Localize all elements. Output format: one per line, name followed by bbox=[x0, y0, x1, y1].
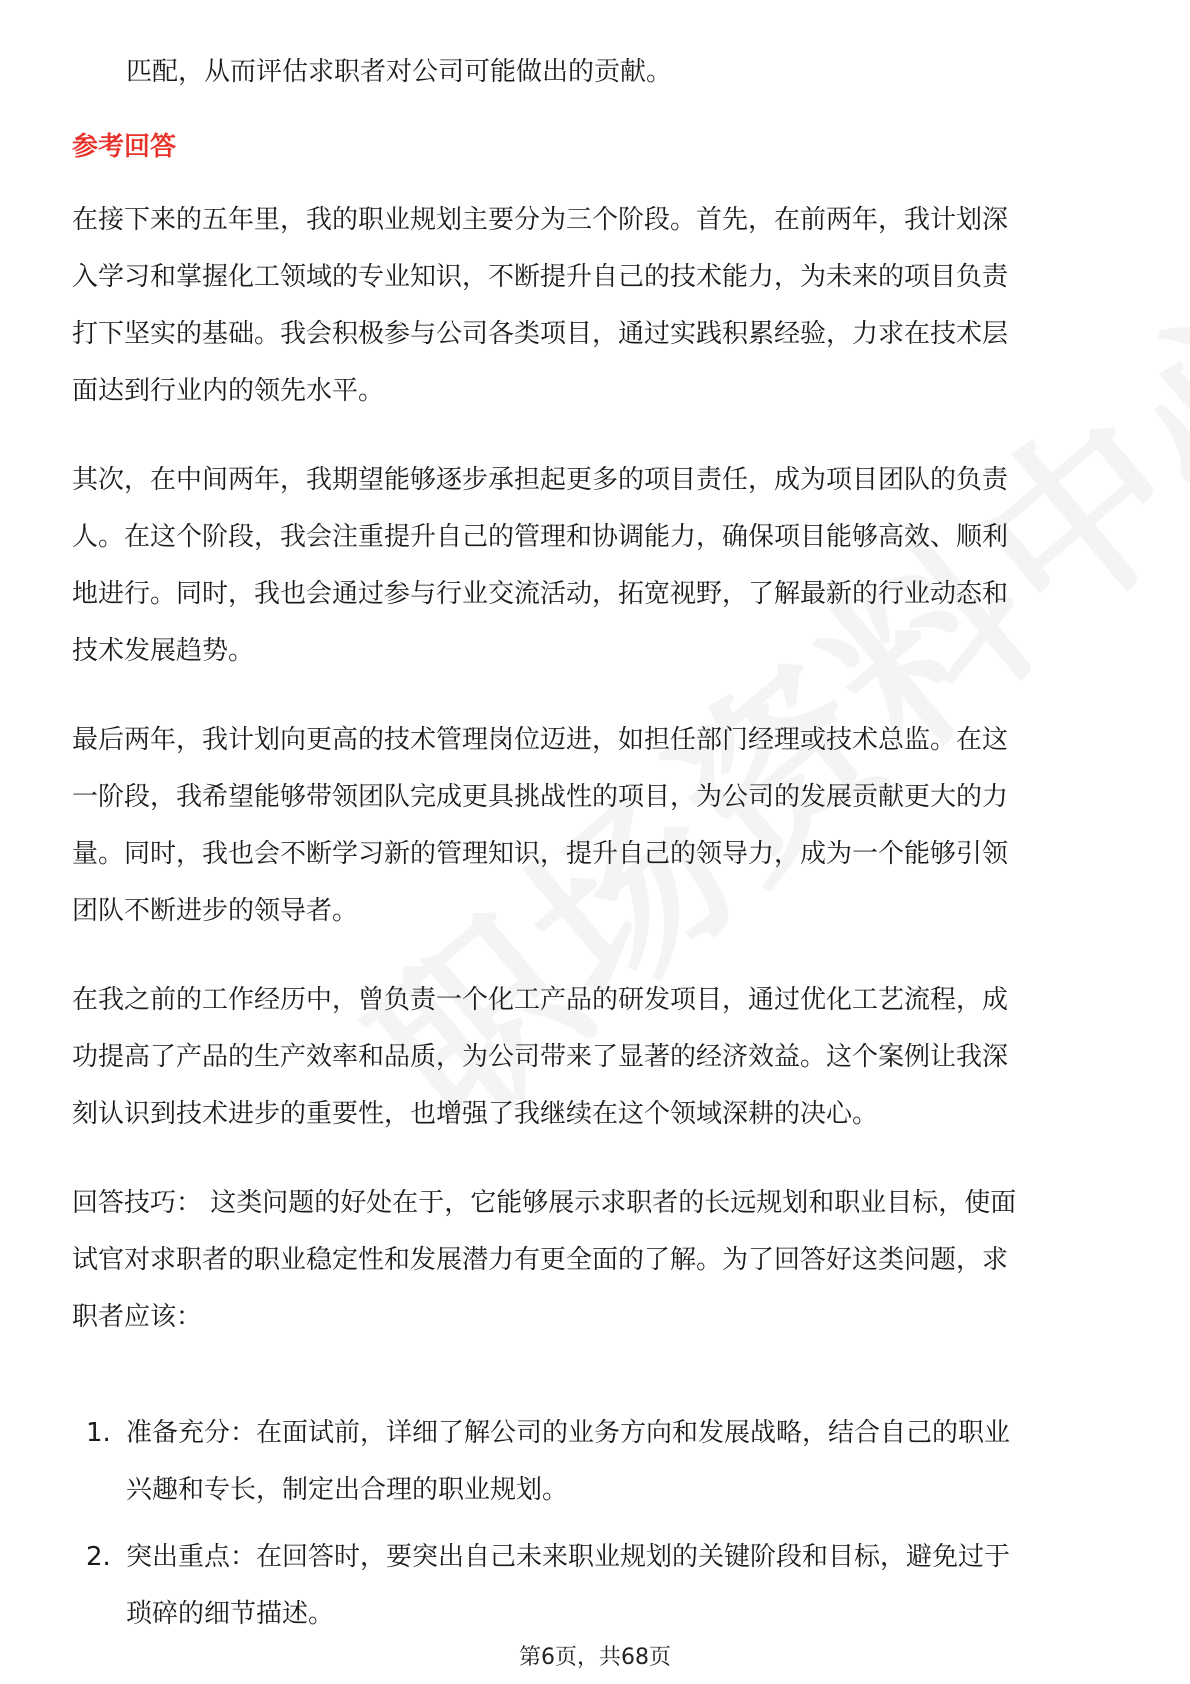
text-line: 兴趣和专长，制定出合理的职业规划。 bbox=[126, 1475, 569, 1505]
paragraph bbox=[72, 972, 1008, 1143]
paragraph bbox=[72, 192, 1008, 420]
text-line: 在我之前的工作经历中，曾负责一个化工产品的研发项目，通过优化工艺流程，成 bbox=[72, 985, 1009, 1015]
paragraph bbox=[72, 452, 1008, 680]
list-item bbox=[72, 1529, 1010, 1643]
list-item bbox=[72, 1405, 1010, 1519]
text-line: 功提高了产品的生产效率和品质，为公司带来了显著的经济效益。这个案例让我深 bbox=[72, 1042, 1009, 1072]
continuation-text: 匹配，从而评估求职者对公司可能做出的贡献。 bbox=[126, 57, 673, 87]
text-line: 量。同时，我也会不断学习新的管理知识，提升自己的领导力，成为一个能够引领 bbox=[72, 839, 1009, 869]
text-line: 回答技巧： 这类问题的好处在于，它能够展示求职者的长远规划和职业目标，使面 bbox=[72, 1188, 1017, 1218]
text-line: 试官对求职者的职业稳定性和发展潜力有更全面的了解。为了回答好这类问题，求 bbox=[72, 1245, 1009, 1275]
text-line: 其次，在中间两年，我期望能够逐步承担起更多的项目责任，成为项目团队的负责 bbox=[72, 465, 1009, 495]
text-line: 打下坚实的基础。我会积极参与公司各类项目，通过实践积累经验，力求在技术层 bbox=[72, 319, 1009, 349]
text-line: 准备充分：在面试前，详细了解公司的业务方向和发展战略，结合自己的职业 bbox=[126, 1418, 1011, 1448]
text-line: 入学习和掌握化工领域的专业知识，不断提升自己的技术能力，为未来的项目负责 bbox=[72, 262, 1009, 292]
text-line: 在接下来的五年里，我的职业规划主要分为三个阶段。首先，在前两年，我计划深 bbox=[72, 205, 1009, 235]
text-line: 人。在这个阶段，我会注重提升自己的管理和协调能力，确保项目能够高效、顺利 bbox=[72, 522, 1009, 552]
text-line: 技术发展趋势。 bbox=[72, 636, 255, 666]
text-line: 一阶段，我希望能够带领团队完成更具挑战性的项目，为公司的发展贡献更大的力 bbox=[72, 782, 1009, 812]
tips-list bbox=[72, 1405, 1010, 1643]
text-line: 突出重点：在回答时，要突出自己未来职业规划的关键阶段和目标，避免过于 bbox=[126, 1542, 1011, 1572]
list-number: 1. bbox=[86, 1418, 111, 1448]
text-line: 地进行。同时，我也会通过参与行业交流活动，拓宽视野，了解最新的行业动态和 bbox=[72, 579, 1009, 609]
text-line: 团队不断进步的领导者。 bbox=[72, 896, 359, 926]
text-line: 职者应该： bbox=[72, 1302, 203, 1332]
section-title: 参考回答 bbox=[72, 132, 177, 162]
text-line: 琐碎的细节描述。 bbox=[126, 1599, 335, 1629]
page-footer: 第6页，共68页 bbox=[519, 1645, 671, 1670]
answer-tips-paragraph bbox=[72, 1175, 1016, 1346]
text-line: 刻认识到技术进步的重要性，也增强了我继续在这个领域深耕的决心。 bbox=[72, 1099, 879, 1129]
list-number: 2. bbox=[86, 1542, 111, 1572]
text-line: 最后两年，我计划向更高的技术管理岗位迈进，如担任部门经理或技术总监。在这 bbox=[72, 725, 1009, 755]
text-line: 面达到行业内的领先水平。 bbox=[72, 376, 385, 406]
paragraph bbox=[72, 712, 1008, 940]
